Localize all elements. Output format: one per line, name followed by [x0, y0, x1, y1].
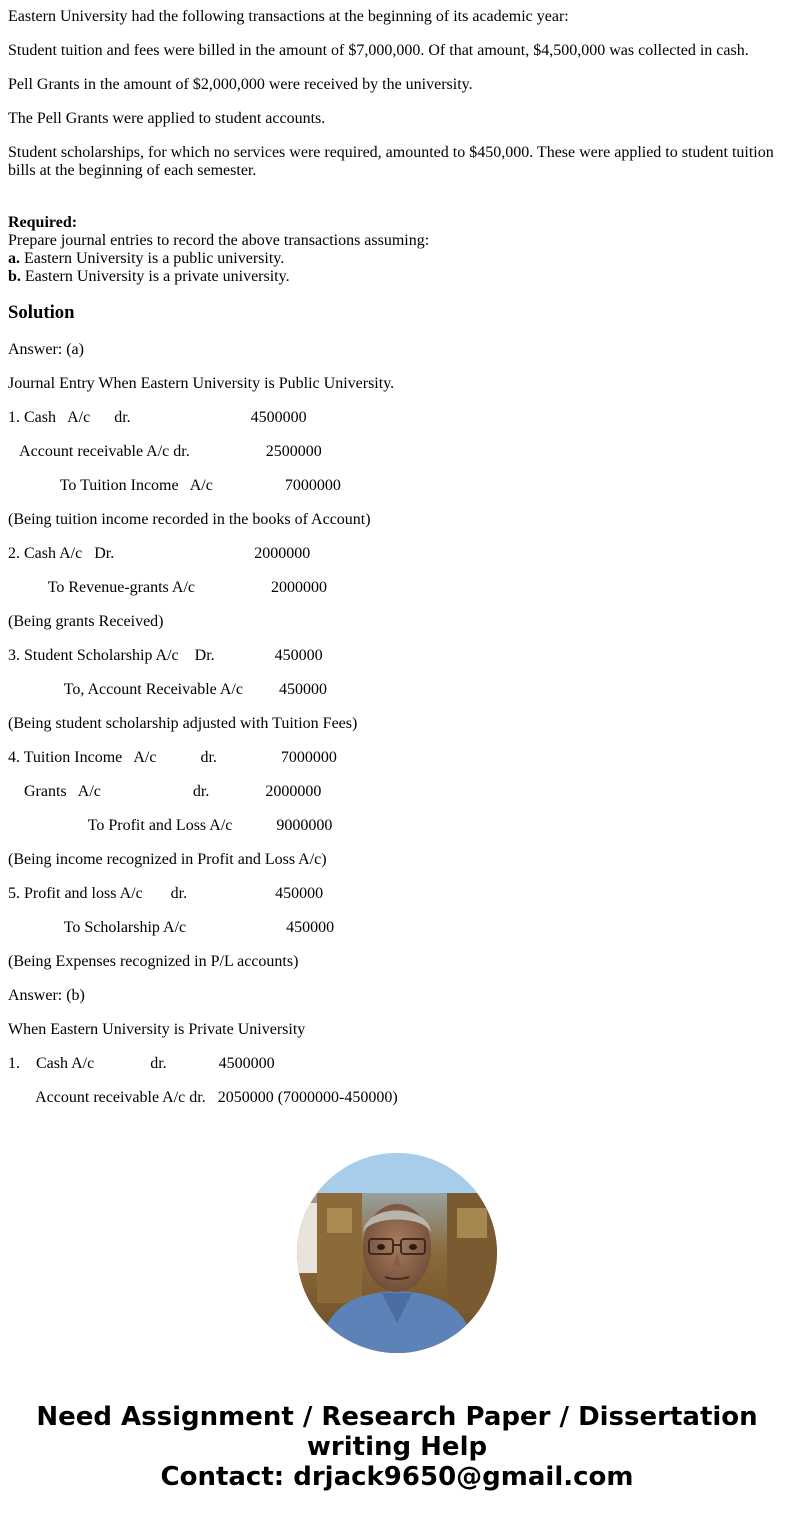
journal-line: 1. Cash A/c dr. 4500000 — [8, 409, 307, 426]
journal-line: To, Account Receivable A/c 450000 — [8, 681, 327, 698]
journal-line: Account receivable A/c dr. 2500000 — [8, 443, 322, 460]
journal-narration: (Being income recognized in Profit and Loss A/c) — [8, 851, 327, 868]
part-b-label: b. — [8, 268, 21, 285]
journal-line: 3. Student Scholarship A/c Dr. 450000 — [8, 647, 323, 664]
journal-line: To Profit and Loss A/c 9000000 — [8, 817, 333, 834]
question-item-3: The Pell Grants were applied to student accounts. — [8, 110, 326, 127]
journal-narration: (Being student scholarship adjusted with Tuition Fees) — [8, 715, 358, 732]
document-body — [8, 8, 786, 1123]
required-block — [8, 214, 786, 286]
journal-narration: (Being Expenses recognized in P/L accounts) — [8, 953, 299, 970]
answer-b-title: When Eastern University is Private University — [8, 1021, 306, 1038]
part-b-text: Eastern University is a private university. — [20, 268, 290, 285]
required-label: Required: — [8, 214, 78, 231]
required-text: Prepare journal entries to record the above transactions assuming: — [8, 232, 430, 249]
answer-b-label: Answer: (b) — [8, 987, 85, 1004]
help-banner — [0, 1402, 794, 1492]
journal-narration: (Being grants Received) — [8, 613, 164, 630]
banner-contact: Contact: drjack9650@gmail.com — [160, 1462, 634, 1492]
answer-a-title: Journal Entry When Eastern University is Public University. — [8, 375, 395, 392]
solution-heading: Solution — [8, 302, 75, 323]
journal-line: Account receivable A/c dr. 2050000 (7000000-450000) — [8, 1089, 398, 1106]
author-photo — [297, 1153, 497, 1353]
answer-a-label: Answer: (a) — [8, 341, 84, 358]
journal-line: 5. Profit and loss A/c dr. 450000 — [8, 885, 324, 902]
journal-line: 1. Cash A/c dr. 4500000 — [8, 1055, 275, 1072]
banner-line-2: writing Help — [306, 1432, 488, 1462]
journal-line: To Revenue-grants A/c 2000000 — [8, 579, 327, 596]
journal-narration: (Being tuition income recorded in the books of Account) — [8, 511, 371, 528]
part-a-text: Eastern University is a public university. — [20, 250, 285, 267]
part-b — [8, 268, 786, 286]
part-a-label: a. — [8, 250, 20, 267]
journal-line: 2. Cash A/c Dr. 2000000 — [8, 545, 311, 562]
journal-line: To Tuition Income A/c 7000000 — [8, 477, 341, 494]
part-a — [8, 250, 786, 268]
question-item-4: Student scholarships, for which no services were required, amounted to $450,000. These were applied to student tuition bills at the beginning of each semester. — [8, 144, 778, 179]
journal-line: Grants A/c dr. 2000000 — [8, 783, 322, 800]
question-item-1: Student tuition and fees were billed in the amount of $7,000,000. Of that amount, $4,500,000 was collected in cash. — [8, 42, 749, 59]
question-item-2: Pell Grants in the amount of $2,000,000 were received by the university. — [8, 76, 473, 93]
author-avatar — [297, 1153, 497, 1353]
banner-line-1: Need Assignment / Research Paper / Dissertation — [36, 1402, 758, 1432]
journal-line: 4. Tuition Income A/c dr. 7000000 — [8, 749, 337, 766]
question-intro: Eastern University had the following transactions at the beginning of its academic year: — [8, 8, 569, 25]
journal-line: To Scholarship A/c 450000 — [8, 919, 335, 936]
